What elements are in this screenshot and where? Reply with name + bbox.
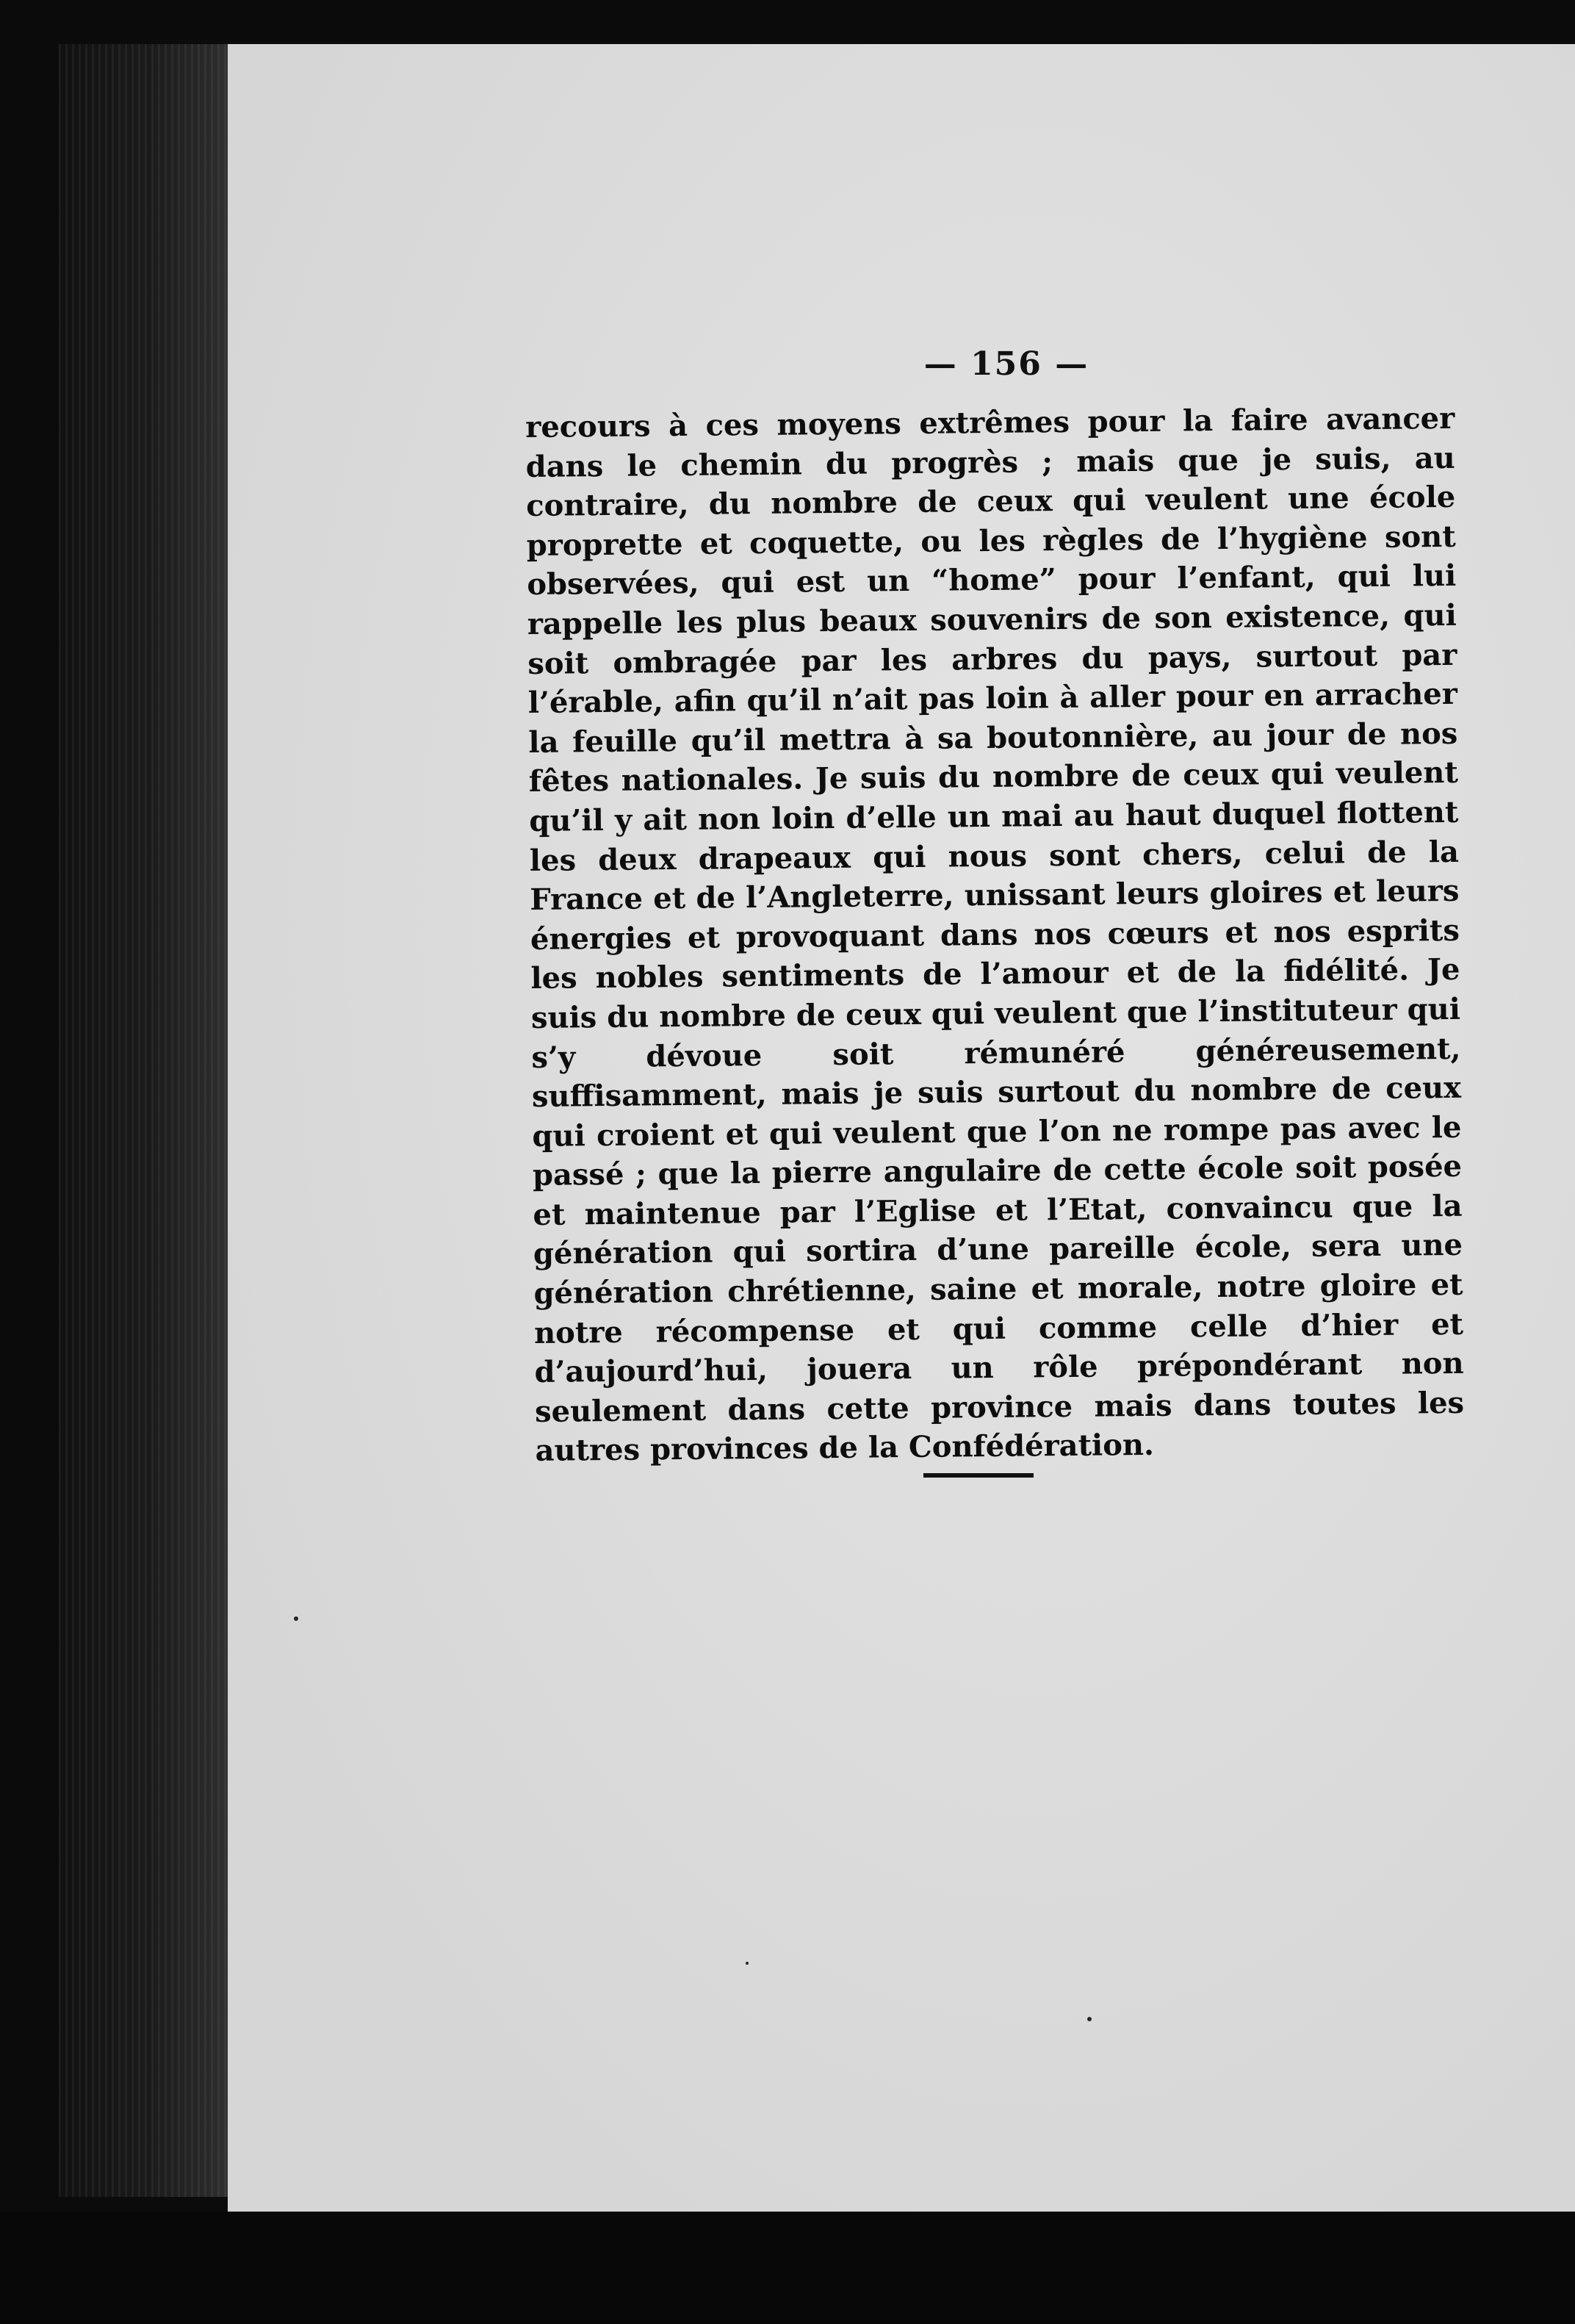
dust-speck — [294, 1616, 298, 1621]
body-text — [525, 399, 1465, 1471]
dust-speck — [746, 1962, 749, 1965]
end-rule — [923, 1473, 1034, 1478]
page-number: — 156 — — [923, 345, 1089, 383]
scan-border — [0, 2212, 1575, 2324]
dust-speck — [1087, 2017, 1092, 2021]
paragraph: recours à ces moyens extrêmes pour la faire avancer dans le chemin du progrès ; mais que je suis, au contraire, du nombre de ceux qui veulent une école proprette et coquette, ou les règles de l’hygiène sont observées, qui est un “home” pour l’enfant, qui lui rappelle les plus beaux souvenirs de son existence, qui soit ombragée par les arbres du pays, surtout par l’érable, afin qu’il n’ait pas loin à aller pour en arracher la feuille qu’il mettra à sa boutonnière, au jour de nos fêtes nationales. Je suis du nombre de ceux qui veulent qu’il y ait non loin d’elle un mai au haut duquel flottent les deux drapeaux qui nous sont chers, celui de la France et de l’Angleterre, unissant leurs gloires et leurs énergies et provoquant dans nos cœurs et nos esprits les nobles sentiments de l’amour et de la fidélité. Je suis du nombre de ceux qui veulent que l’instituteur qui s’y dévoue soit rémunéré généreusement, suffisamment, mais je suis surtout du nombre de ceux qui croient et qui veulent que l’on ne rompe pas avec le passé ; que la pierre angulaire de cette école soit posée et maintenue par l’Eglise et l’Etat, convaincu que la génération qui sortira d’une pareille école, sera une génération chrétienne, saine et morale, notre gloire et notre récompense et qui comme celle d’hier et d’aujourd’hui, jouera un rôle prépondérant non seulement dans cette province mais dans toutes les autres provinces de la Confédération. — [525, 400, 1465, 1469]
